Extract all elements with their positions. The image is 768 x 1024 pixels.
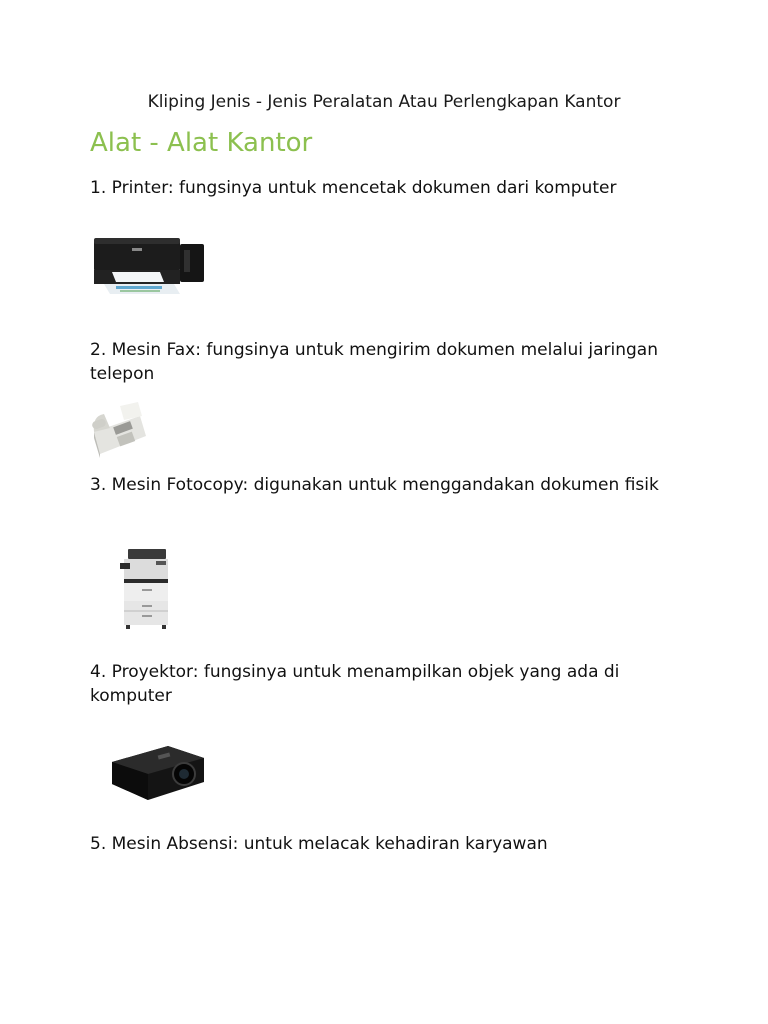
list-item-printer: 1. Printer: fungsinya untuk mencetak dokumen dari komputer bbox=[90, 178, 617, 198]
document-title: Kliping Jenis - Jenis Peralatan Atau Perlengkapan Kantor bbox=[147, 92, 621, 112]
list-item-fax: 2. Mesin Fax: fungsinya untuk mengirim dokumen melalui jaringan telepon bbox=[90, 340, 658, 384]
section-heading: Alat - Alat Kantor bbox=[90, 128, 313, 158]
list-item-projector: 4. Proyektor: fungsinya untuk menampilkan objek yang ada di komputer bbox=[90, 662, 620, 706]
list-item-photocopier: 3. Mesin Fotocopy: digunakan untuk menggandakan dokumen fisik bbox=[90, 475, 659, 495]
printer-image bbox=[90, 232, 208, 298]
list-item-attendance-machine: 5. Mesin Absensi: untuk melacak kehadiran karyawan bbox=[90, 834, 548, 854]
photocopier-image bbox=[112, 545, 174, 631]
projector-image bbox=[108, 740, 208, 804]
fax-machine-image bbox=[90, 402, 148, 458]
